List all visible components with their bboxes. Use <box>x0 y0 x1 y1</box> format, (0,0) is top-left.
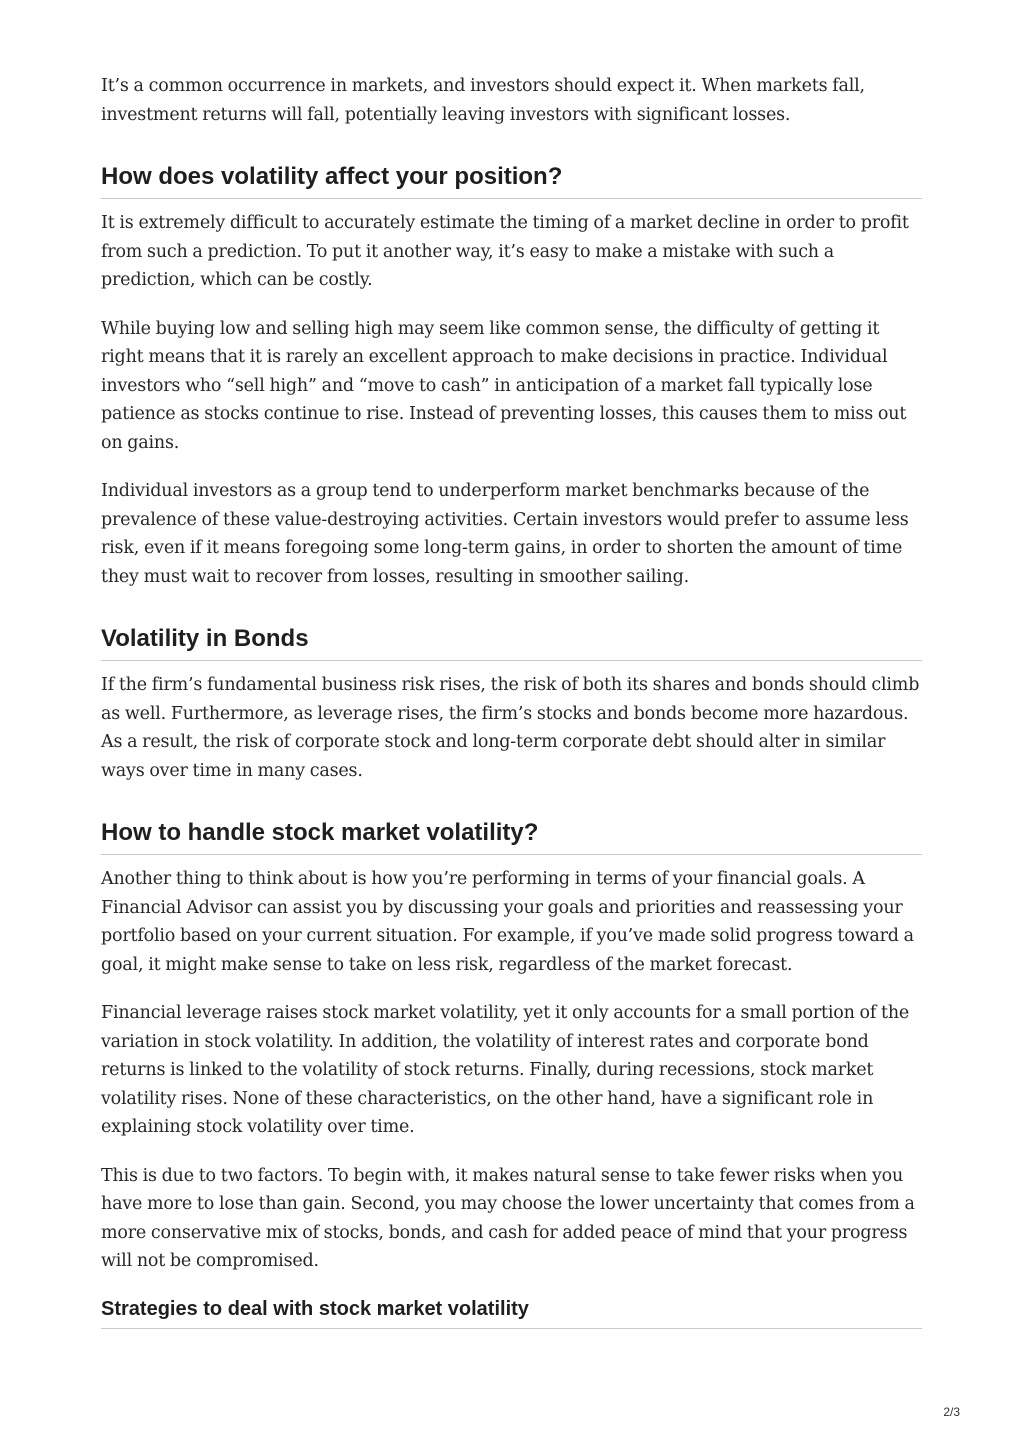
section-heading: Volatility in Bonds <box>101 624 922 661</box>
paragraph: Individual investors as a group tend to underperform market benchmarks because of the prevalence of these value-destroying activities. Certain investors would prefer to assume less risk, even if it means foregoing some long-term gains, in order to shorten the amount of time they must wait to recover from losses, resulting in smoother sailing. <box>101 481 909 587</box>
document-body <box>101 72 922 1329</box>
paragraph: It is extremely difficult to accurately estimate the timing of a market decline in order to profit from such a prediction. To put it another way, it’s easy to make a mistake with such a prediction, which can be costly. <box>101 213 909 290</box>
paragraph: This is due to two factors. To begin with, it makes natural sense to take fewer risks when you have more to lose than gain. Second, you may choose the lower uncertainty that comes from a more conservative mix of stocks, bonds, and cash for added peace of mind that your progress will not be compromised. <box>101 1165 915 1271</box>
section-heading: How does volatility affect your position? <box>101 162 922 199</box>
subsection-heading: Strategies to deal with stock market volatility <box>101 1296 922 1329</box>
intro-paragraph: It’s a common occurrence in markets, and investors should expect it. When markets fall, investment returns will fall, potentially leaving investors with significant losses. <box>101 76 865 125</box>
page-number: 2/3 <box>943 1405 960 1419</box>
paragraph: Financial leverage raises stock market volatility, yet it only accounts for a small portion of the variation in stock volatility. In addition, the volatility of interest rates and corporate bond returns is linked to the volatility of stock returns. Finally, during recessions, stock market volatility rises. None of these characteristics, on the other hand, have a significant role in explaining stock volatility over time. <box>101 1003 910 1137</box>
section-handle-volatility <box>101 818 922 1276</box>
paragraph: While buying low and selling high may seem like common sense, the difficulty of getting it right means that it is rarely an excellent approach to make decisions in practice. Individual investors who “sell high” and “move to cash” in anticipation of a market fall typically lose patience as stocks continue to rise. Instead of preventing losses, this causes them to miss out on gains. <box>101 318 907 453</box>
section-volatility-position <box>101 162 922 591</box>
paragraph: Another thing to think about is how you’re performing in terms of your financial goals. A Financial Advisor can assist you by discussing your goals and priorities and reassessing your portfolio based on your current situation. For example, if you’ve made solid progress toward a goal, it might make sense to take on less risk, regardless of the market forecast. <box>101 869 914 975</box>
section-volatility-bonds <box>101 624 922 785</box>
paragraph: If the firm’s fundamental business risk rises, the risk of both its shares and bonds should climb as well. Furthermore, as leverage rises, the firm’s stocks and bonds become more hazardous. As a result, the risk of corporate stock and long-term corporate debt should alter in similar ways over time in many cases. <box>101 675 920 781</box>
section-heading: How to handle stock market volatility? <box>101 818 922 855</box>
